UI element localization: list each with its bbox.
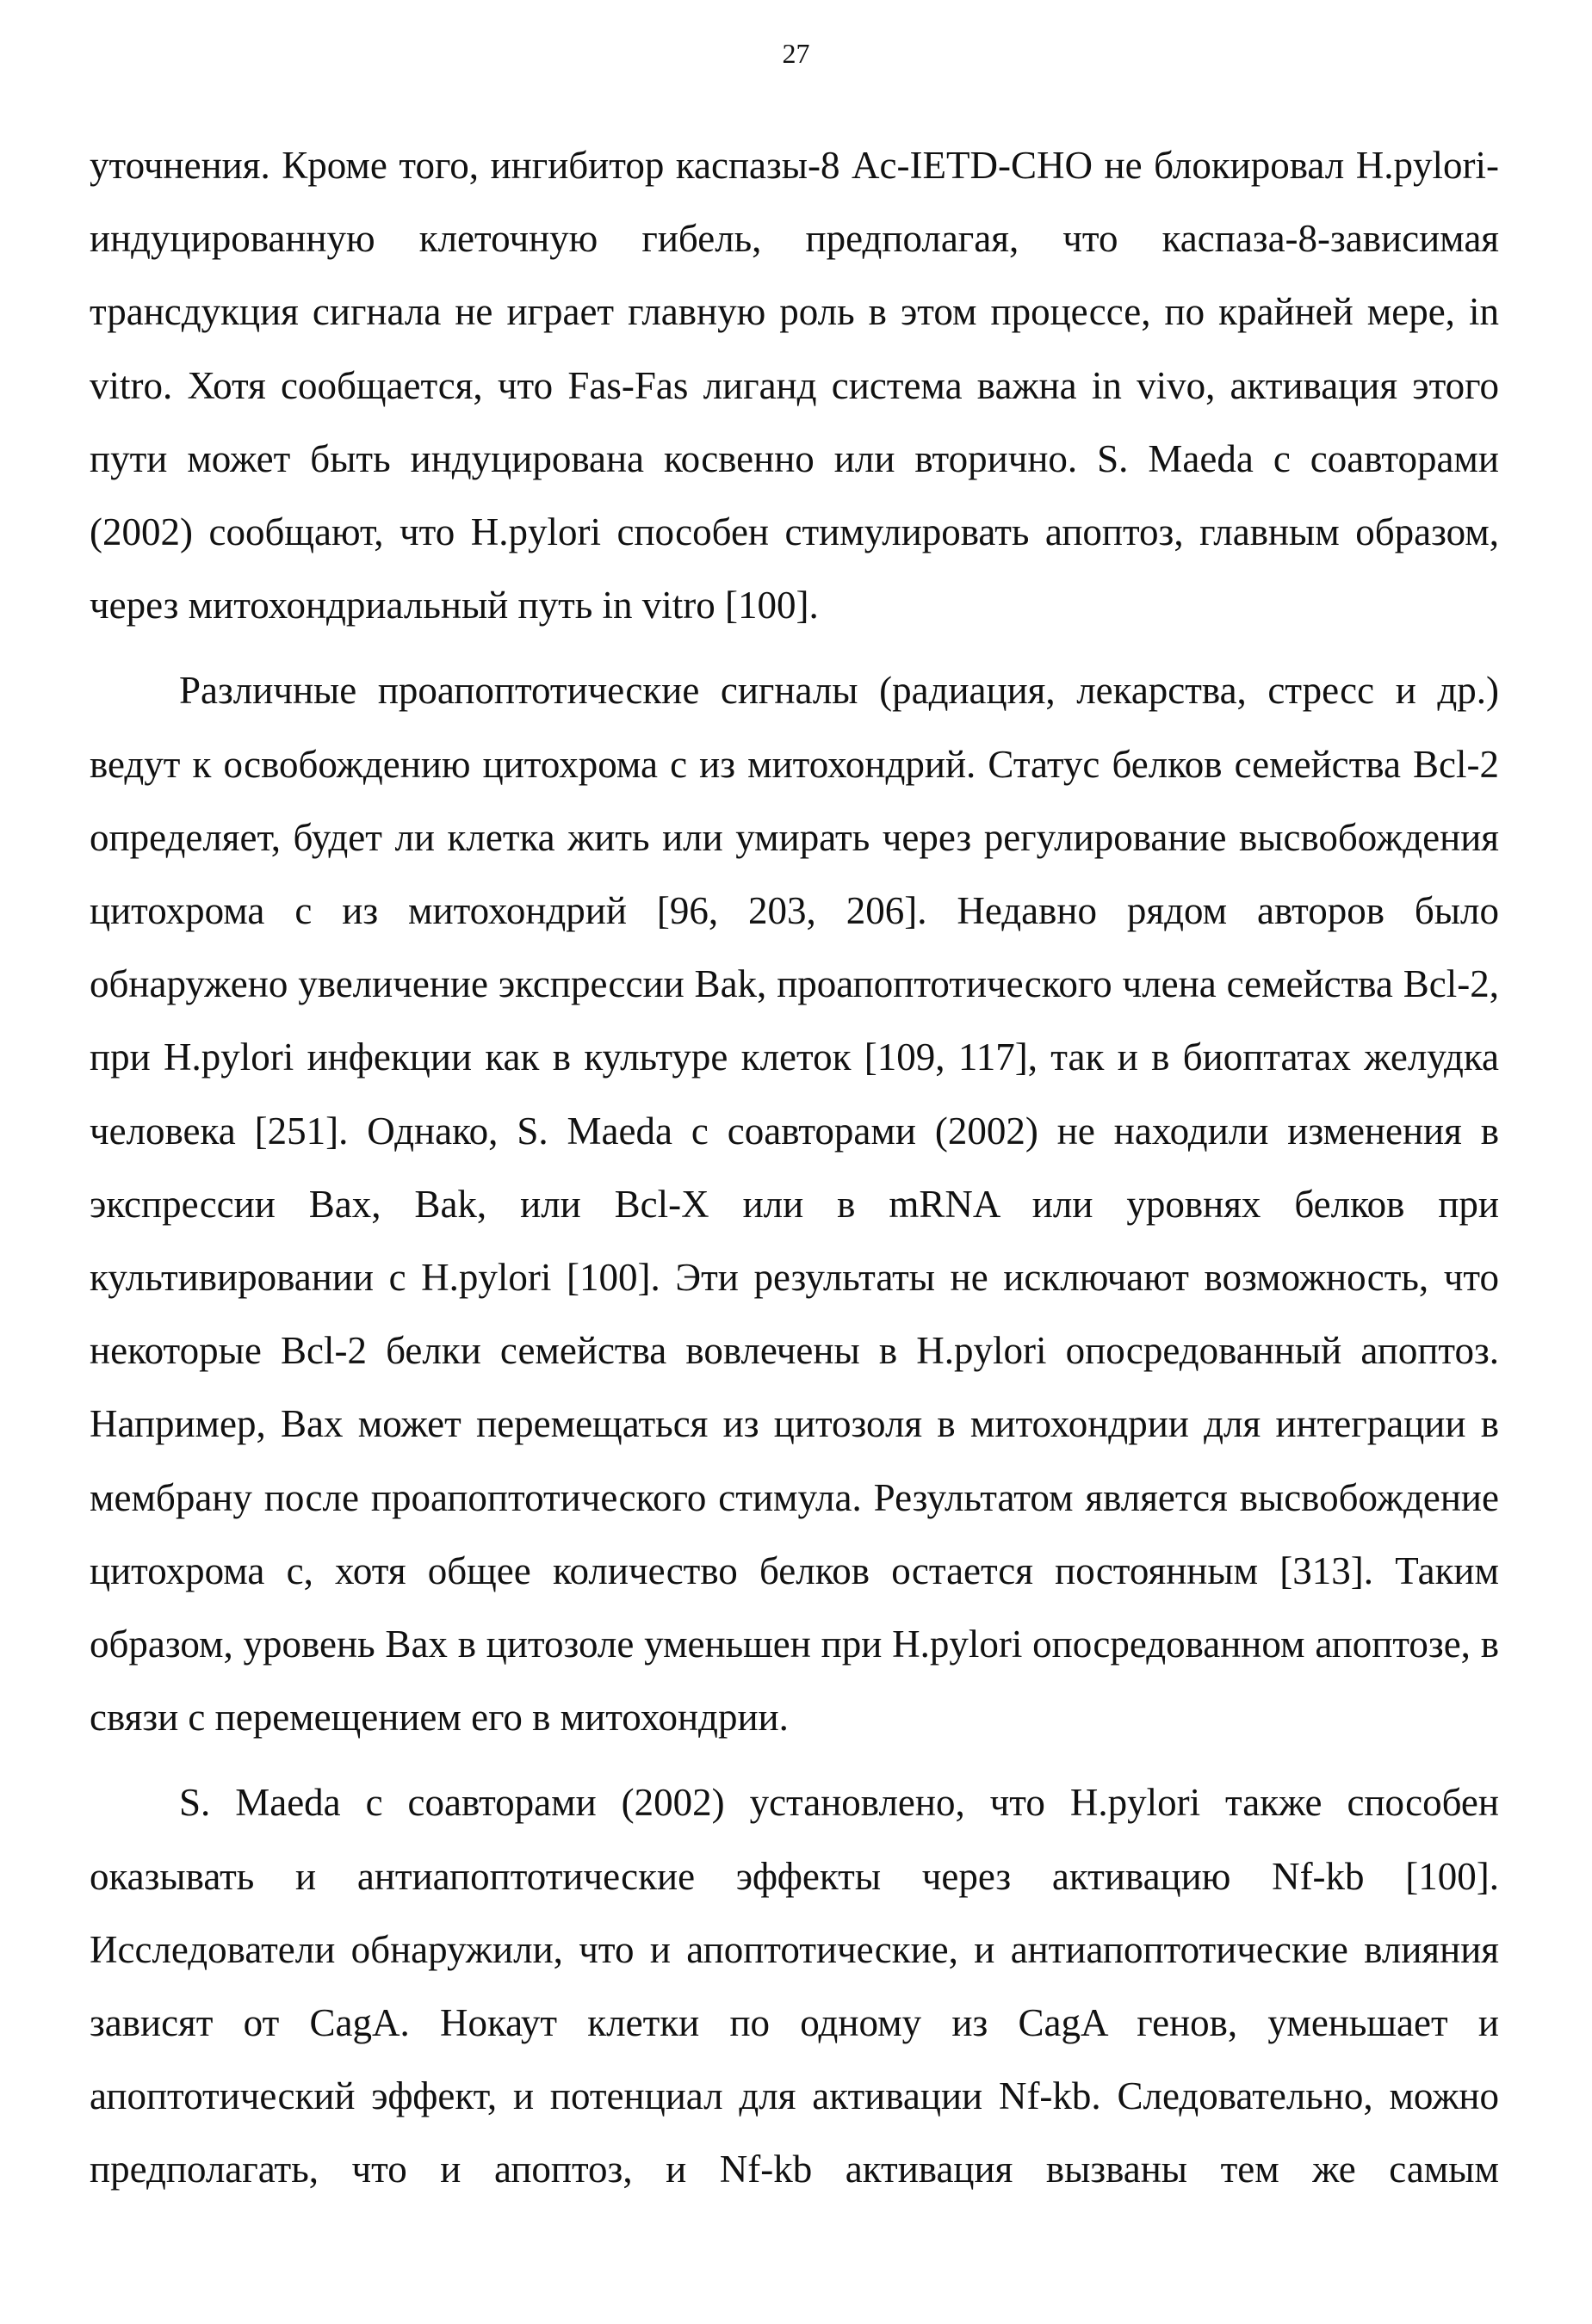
page-number: 27 (782, 38, 810, 69)
document-body (90, 129, 1499, 2207)
paragraph-antiapoptotic-effects: S. Maeda с соавторами (2002) установлено, что H.pylori также способен оказывать и антиапоптотические эффекты через активацию Nf-kb [100]. Исследователи обнаружили, что и апоптотические, и антиапоптотические влияния зависят от CagA. Нокаут клетки по одному из CagA генов, уменьшает и апоптотический эффект, и потенциал для активации Nf-kb. Следовательно, можно предполагать, что и апоптоз, и Nf-kb активация вызваны тем же самым (90, 1781, 1499, 2191)
paragraph-caspase-continuation: уточнения. Кроме того, ингибитор каспазы-8 Ac-IETD-CHO не блокировал H.pylori-индуцированную клеточную гибель, предполагая, что каспаза-8-зависимая трансдукция сигнала не играет главную роль в этом процессе, по крайней мере, in vitro. Хотя сообщается, что Fas-Fas лиганд система важна in vivo, активация этого пути может быть индуцирована косвенно или вторично. S. Maeda с соавторами (2002) сообщают, что H.pylori способен стимулировать апоптоз, главным образом, через митохондриальный путь in vitro [100]. (90, 144, 1499, 627)
paragraph-spacing (90, 1754, 1499, 1766)
paragraph-bcl2-family: Различные проапоптотические сигналы (радиация, лекарства, стресс и др.) ведут к освобождению цитохрома с из митохондрий. Статус белков семейства Bcl-2 определяет, будет ли клетка жить или умирать через регулирование высвобождения цитохрома с из митохондрий [96, 203, 206]. Недавно рядом авторов было обнаружено увеличение экспрессии Bak, проапоптотического члена семейства Bcl-2, при H.pylori инфекции как в культуре клеток [109, 117], так и в биоптатах желудка человека [251]. Однако, S. Maeda с соавторами (2002) не находили изменения в экспрессии Bax, Bak, или Bcl-X или в mRNA или уровнях белков при культивировании с H.pylori [100]. Эти результаты не исключают возможность, что некоторые Bcl-2 белки семейства вовлечены в H.pylori опосредованный апоптоз. Например, Bax может перемещаться из цитозоля в митохондрии для интеграции в мембрану после проапоптотического стимула. Результатом является высвобождение цитохрома с, хотя общее количество белков остается постоянным [313]. Таким образом, уровень Bax в цитозоле уменьшен при H.pylori опосредованном апоптозе, в связи с перемещением его в митохондрии. (90, 669, 1499, 1740)
paragraph-spacing (90, 642, 1499, 654)
